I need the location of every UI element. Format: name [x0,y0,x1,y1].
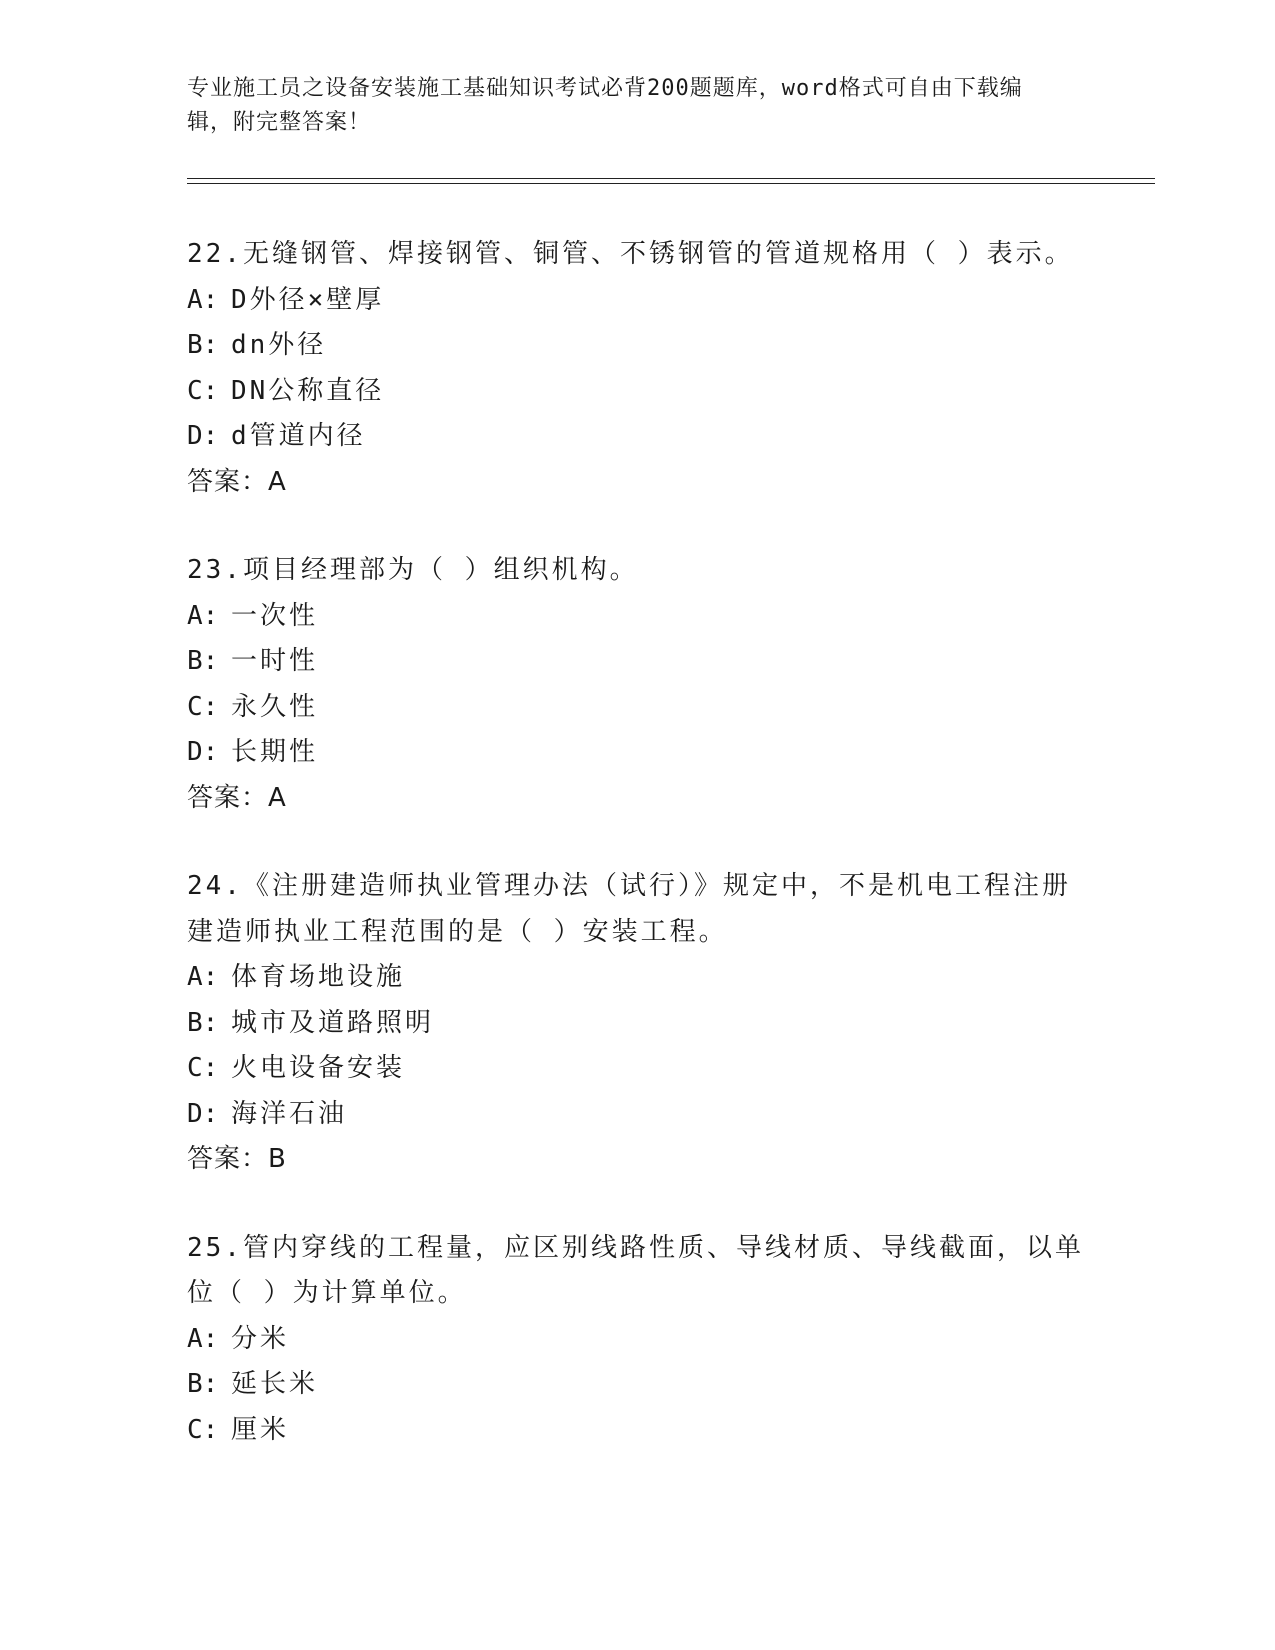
option-text: dn外径 [231,330,327,360]
question-list [187,232,1087,1496]
option-b [187,1362,1087,1408]
option-d [187,1092,1087,1138]
option-text: 厘米 [231,1414,290,1445]
option-text: 海洋石油 [231,1098,348,1129]
header-rule-top [187,178,1155,179]
option-letter: B: [187,1369,219,1399]
option-letter: A: [187,1323,219,1354]
question-text: 25.管内穿线的工程量，应区别线路性质、导线材质、导线截面，以单位（ ）为计算单位。 [187,1232,1084,1308]
option-letter: A: [187,962,219,992]
option-text: D外径×壁厚 [231,284,385,315]
option-letter: C: [187,375,219,406]
option-text: 城市及道路照明 [231,1007,435,1038]
option-text: 长期性 [231,737,319,767]
option-letter: B: [187,1007,219,1038]
question-23 [187,548,1087,821]
option-letter: A: [187,600,219,631]
option-a [187,594,1087,640]
option-text: 一时性 [231,646,319,676]
option-letter: D: [187,1098,219,1129]
option-letter: D: [187,421,219,451]
option-text: DN公称直径 [231,375,385,406]
option-c [187,685,1087,731]
option-b [187,323,1087,369]
option-letter: B: [187,330,219,360]
header-title: 专业施工员之设备安装施工基础知识考试必背200题题库，word格式可自由下载编辑，附完整答案！ [187,76,1023,135]
option-a [187,278,1087,324]
option-text: 分米 [231,1323,290,1354]
answer-line: 答案：B [187,1144,287,1174]
question-22 [187,232,1087,505]
answer-line: 答案：A [187,782,287,813]
option-a [187,1317,1087,1363]
document-header [187,72,1067,140]
option-d [187,730,1087,776]
answer-line: 答案：A [187,466,287,497]
option-letter: A: [187,284,219,315]
option-b [187,639,1087,685]
option-letter: C: [187,691,219,722]
question-text: 24.《注册建造师执业管理办法（试行）》规定中，不是机电工程注册建造师执业工程范围的是（ ）安装工程。 [187,871,1071,947]
question-25 [187,1226,1087,1454]
option-text: 火电设备安装 [231,1053,406,1083]
option-d [187,414,1087,460]
option-text: d管道内径 [231,421,366,451]
option-text: 一次性 [231,600,319,631]
option-c [187,369,1087,415]
option-letter: D: [187,737,219,767]
option-letter: C: [187,1053,219,1083]
question-text: 22.无缝钢管、焊接钢管、铜管、不锈钢管的管道规格用（ ）表示。 [187,239,1074,269]
option-text: 体育场地设施 [231,962,406,992]
option-text: 延长米 [231,1369,319,1399]
question-text: 23.项目经理部为（ ）组织机构。 [187,555,639,585]
option-letter: B: [187,646,219,676]
option-letter: C: [187,1414,219,1445]
option-b [187,1001,1087,1047]
option-a [187,955,1087,1001]
option-text: 永久性 [231,691,319,722]
question-24 [187,864,1087,1183]
option-c [187,1408,1087,1454]
option-c [187,1046,1087,1092]
header-rule-bottom [187,183,1155,184]
